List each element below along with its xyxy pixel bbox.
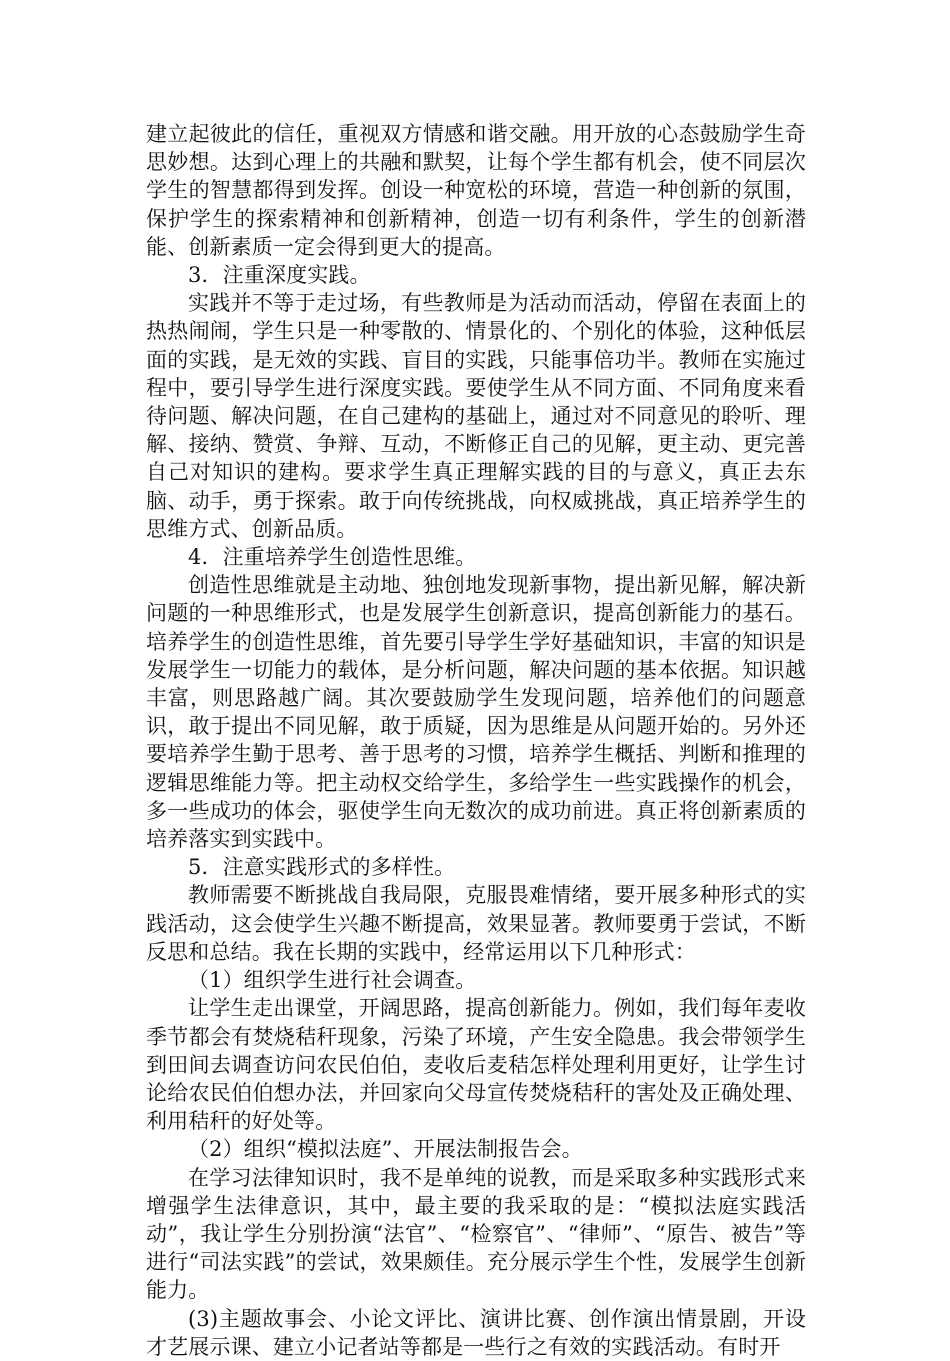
document-page [146, 120, 806, 1361]
paragraph-deep-practice: 实践并不等于走过场，有些教师是为活动而活动，停留在表面上的热热闹闹，学生只是一种零散的、情景化的、个别化的体验，这种低层面的实践，是无效的实践、盲目的实践，只能事倍功半。教师在实施过程中，要引导学生进行深度实践。要使学生从不同方面、不同角度来看待问题、解决问题，在自己建构的基础上，通过对不同意见的聆听、理解、接纳、赞赏、争辩、互动，不断修正自己的见解，更主动、更完善自己对知识的建构。要求学生真正理解实践的目的与意义，真正去东脑、动手，勇于探索。敢于向传统挑战，向权威挑战，真正培养学生的思维方式、创新品质。 [146, 291, 806, 541]
paragraph-social-survey: 让学生走出课堂，开阔思路，提高创新能力。例如，我们每年麦收季节都会有焚烧秸秆现象，污染了环境，产生安全隐患。我会带领学生到田间去调查访问农民伯伯，麦收后麦秸怎样处理利用更好，让学生讨论给农民伯伯想办法，并回家向父母宣传焚烧秸秆的害处及正确处理、利用秸秆的好处等。 [146, 996, 806, 1134]
paragraph-activities: (3)主题故事会、小论文评比、演讲比赛、创作演出情景剧，开设才艺展示课、建立小记者站等都是一些行之有效的实践活动。有时开 [146, 1306, 806, 1359]
paragraph-practice-forms: 教师需要不断挑战自我局限，克服畏难情绪，要开展多种形式的实践活动，这会使学生兴趣不断提高，效果显著。教师要勇于尝试，不断反思和总结。我在长期的实践中，经常运用以下几种形式： [146, 883, 806, 964]
paragraph-creative-thinking: 创造性思维就是主动地、独创地发现新事物，提出新见解，解决新问题的一种思维形式，也是发展学生创新意识，提高创新能力的基石。培养学生的创造性思维，首先要引导学生学好基础知识，丰富的知识是发展学生一切能力的载体，是分析问题，解决问题的基本依据。知识越丰富，则思路越广阔。其次要鼓励学生发现问题，培养他们的问题意识，敢于提出不同见解，敢于质疑，因为思维是从问题开始的。另外还要培养学生勤于思考、善于思考的习惯，培养学生概括、判断和推理的逻辑思维能力等。把主动权交给学生，多给学生一些实践操作的机会，多一些成功的体会，驱使学生向无数次的成功前进。真正将创新素质的培养落实到实践中。 [146, 573, 806, 852]
subheading-mock-court: （2）组织“模拟法庭”、开展法制报告会。 [188, 1137, 583, 1162]
paragraph-mock-court: 在学习法律知识时，我不是单纯的说教，而是采取多种实践形式来增强学生法律意识，其中，最主要的我采取的是：“模拟法庭实践活动”，我让学生分别扮演“法官”、“检察官”、“律师”、“原告、被告”等进行“司法实践”的尝试，效果颇佳。充分展示学生个性，发展学生创新能力。 [146, 1165, 806, 1303]
heading-creative-thinking: 4．注重培养学生创造性思维。 [188, 545, 477, 570]
paragraph-trust: 建立起彼此的信任，重视双方情感和谐交融。用开放的心态鼓励学生奇思妙想。达到心理上的共融和默契，让每个学生都有机会，使不同层次学生的智慧都得到发挥。创设一种宽松的环境，营造一种创新的氛围，保护学生的探索精神和创新精神，创造一切有利条件，学生的创新潜能、创新素质一定会得到更大的提高。 [146, 122, 806, 259]
subheading-social-survey: （1）组织学生进行社会调查。 [188, 968, 477, 993]
heading-practice-forms: 5．注意实践形式的多样性。 [188, 855, 456, 880]
heading-deep-practice: 3．注重深度实践。 [188, 263, 371, 288]
